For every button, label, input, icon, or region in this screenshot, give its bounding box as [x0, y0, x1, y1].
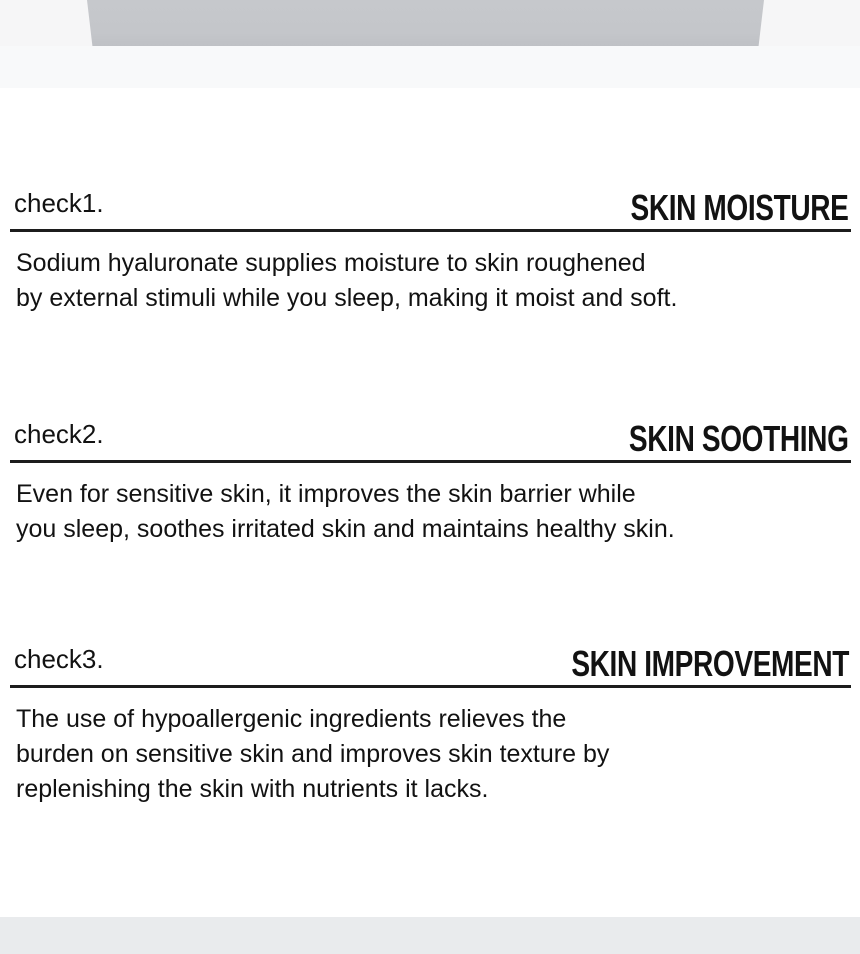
body-line: by external stimuli while you sleep, making it moist and soft.: [16, 284, 678, 312]
body-line: burden on sensitive skin and improves skin texture by: [16, 740, 610, 768]
check-label: check1.: [14, 188, 104, 218]
section-body: [10, 702, 851, 807]
section-heading: [569, 187, 851, 228]
product-image-crop: [87, 0, 764, 46]
section-header-row: [10, 640, 851, 685]
check-label: check3.: [14, 644, 104, 674]
body-line: replenishing the skin with nutrients it lacks.: [16, 775, 489, 803]
section-header-row: [10, 415, 851, 460]
section-heading-text: SKIN MOISTURE: [630, 187, 849, 228]
section-body: [10, 477, 851, 547]
check-section-3: [10, 640, 851, 807]
section-divider-rule: [10, 460, 851, 463]
section-heading: [493, 643, 851, 684]
check-section-1: [10, 184, 851, 316]
section-header-row: [10, 184, 851, 229]
upper-light-band: [0, 46, 860, 88]
body-line: you sleep, soothes irritated skin and maintains healthy skin.: [16, 515, 675, 543]
section-divider-rule: [10, 685, 851, 688]
body-line: Sodium hyaluronate supplies moisture to skin roughened: [16, 249, 646, 277]
check-section-2: [10, 415, 851, 547]
top-strip: [0, 0, 860, 46]
section-heading: [567, 418, 851, 459]
body-line: Even for sensitive skin, it improves the skin barrier while: [16, 480, 636, 508]
section-divider-rule: [10, 229, 851, 232]
section-heading-text: SKIN SOOTHING: [629, 418, 849, 459]
bottom-gray-band: [0, 917, 860, 954]
section-body: [10, 246, 851, 316]
check-label: check2.: [14, 419, 104, 449]
section-heading-text: SKIN IMPROVEMENT: [571, 643, 849, 684]
body-line: The use of hypoallergenic ingredients relieves the: [16, 705, 567, 733]
